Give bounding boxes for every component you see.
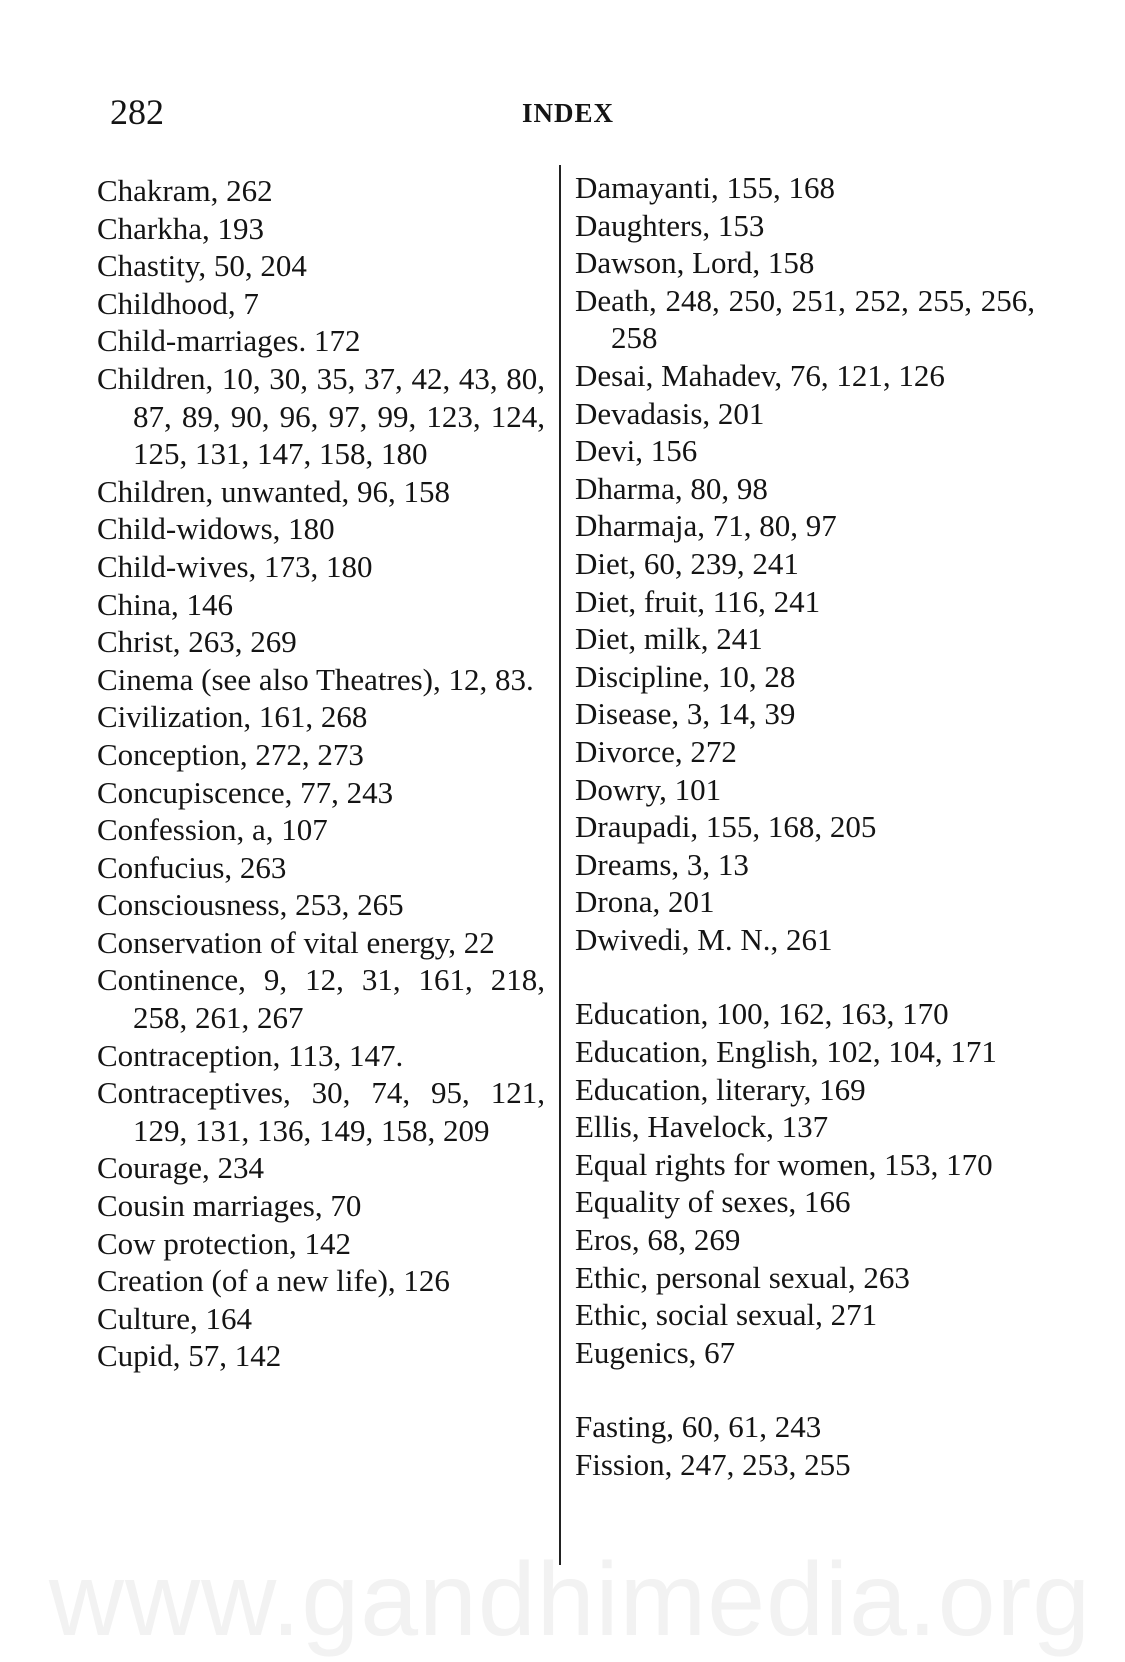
index-entry: Drona, 201	[575, 884, 715, 920]
index-entry: Child-widows, 180	[97, 511, 335, 547]
index-entry: Charkha, 193	[97, 210, 265, 246]
index-entry: Concupiscence, 77, 243	[97, 774, 394, 810]
index-entry: Christ, 263, 269	[97, 624, 297, 660]
index-entry: Children, unwanted, 96, 158	[97, 473, 451, 509]
index-entry: Cow protection, 142	[97, 1225, 351, 1261]
index-entry: Education, English, 102, 104, 171	[575, 1034, 997, 1070]
index-entry: Desai, Mahadev, 76, 121, 126	[575, 357, 945, 393]
index-column-left	[97, 172, 545, 1375]
index-entry: Death, 248, 250, 251, 252, 255, 256, 258	[575, 282, 1035, 356]
index-entry: Daughters, 153	[575, 207, 765, 243]
index-entry: Cinema (see also Theatres), 12, 83.	[97, 661, 534, 697]
index-entry: Education, 100, 162, 163, 170	[575, 996, 949, 1032]
index-entry: Continence, 9, 12, 31, 161, 218, 258, 261, 267	[97, 962, 545, 1036]
index-entry: Equality of sexes, 166	[575, 1184, 851, 1220]
index-entry: Contraception, 113, 147.	[97, 1037, 404, 1073]
index-entry: Fasting, 60, 61, 243	[575, 1409, 822, 1445]
index-entry: Dowry, 101	[575, 771, 722, 807]
index-entry: Ethic, personal sexual, 263	[575, 1259, 910, 1295]
index-entry: Culture, 164	[97, 1300, 252, 1336]
index-entry: Dharma, 80, 98	[575, 470, 768, 506]
index-entry: Equal rights for women, 153, 170	[575, 1146, 993, 1182]
index-entry: China, 146	[97, 586, 234, 622]
index-entry: Diet, fruit, 116, 241	[575, 583, 821, 619]
index-entry: Dwivedi, M. N., 261	[575, 921, 833, 957]
index-entry: Eros, 68, 269	[575, 1222, 741, 1258]
index-entry: Consciousness, 253, 265	[97, 887, 404, 923]
index-entry: Diet, milk, 241	[575, 621, 763, 657]
index-entry: Ethic, social sexual, 271	[575, 1297, 878, 1333]
index-entry: Disease, 3, 14, 39	[575, 696, 796, 732]
index-entry: Contraceptives, 30, 74, 95, 121, 129, 131, 136, 149, 158, 209	[97, 1075, 545, 1148]
index-entry: Divorce, 272	[575, 733, 737, 769]
index-entry: Devi, 156	[575, 433, 698, 469]
index-entry: Dreams, 3, 13	[575, 846, 749, 882]
index-entry: Diet, 60, 239, 241	[575, 545, 799, 581]
index-entry: Chastity, 50, 204	[97, 248, 307, 284]
index-entry: Cupid, 57, 142	[97, 1338, 282, 1374]
watermark: www.gandhimedia.org	[48, 1542, 1092, 1658]
index-entry: Childhood, 7	[97, 285, 259, 321]
index-entry: Devadasis, 201	[575, 395, 765, 431]
index-entry: Cousin marriages, 70	[97, 1188, 362, 1224]
index-entry: Child-marriages. 172	[97, 323, 361, 359]
index-entry: Conservation of vital energy, 22	[97, 924, 495, 960]
index-entry: Chakram, 262	[97, 173, 273, 208]
index-entry: Discipline, 10, 28	[575, 658, 796, 694]
index-entry: Confession, a, 107	[97, 812, 328, 848]
index-entry: Eugenics, 67	[575, 1334, 736, 1370]
index-entry: Creation (of a new life), 126	[97, 1263, 450, 1299]
index-entry: Courage, 234	[97, 1150, 265, 1186]
index-entry: Damayanti, 155, 168	[575, 170, 836, 205]
page-number: 282	[110, 92, 164, 132]
index-entry: Child-wives, 173, 180	[97, 548, 373, 584]
index-entry: Dharmaja, 71, 80, 97	[575, 508, 837, 544]
index-entry: Fission, 247, 253, 255	[575, 1447, 851, 1482]
index-entry: Draupadi, 155, 168, 205	[575, 809, 877, 845]
index-entry: Children, 10, 30, 35, 37, 42, 43, 80, 87, 89, 90, 96, 97, 99, 123, 124, 125, 131, 147, 158, 180	[97, 360, 545, 472]
index-entry: Education, literary, 169	[575, 1071, 866, 1107]
running-head: INDEX	[522, 98, 615, 128]
index-entry: Civilization, 161, 268	[97, 699, 368, 735]
index-entry: Dawson, Lord, 158	[575, 245, 815, 281]
index-entry: Ellis, Havelock, 137	[575, 1109, 829, 1145]
column-divider	[559, 165, 561, 1565]
index-column-right	[575, 169, 1035, 1484]
index-entry: Conception, 272, 273	[97, 736, 364, 772]
index-entry: Confucius, 263	[97, 849, 287, 885]
